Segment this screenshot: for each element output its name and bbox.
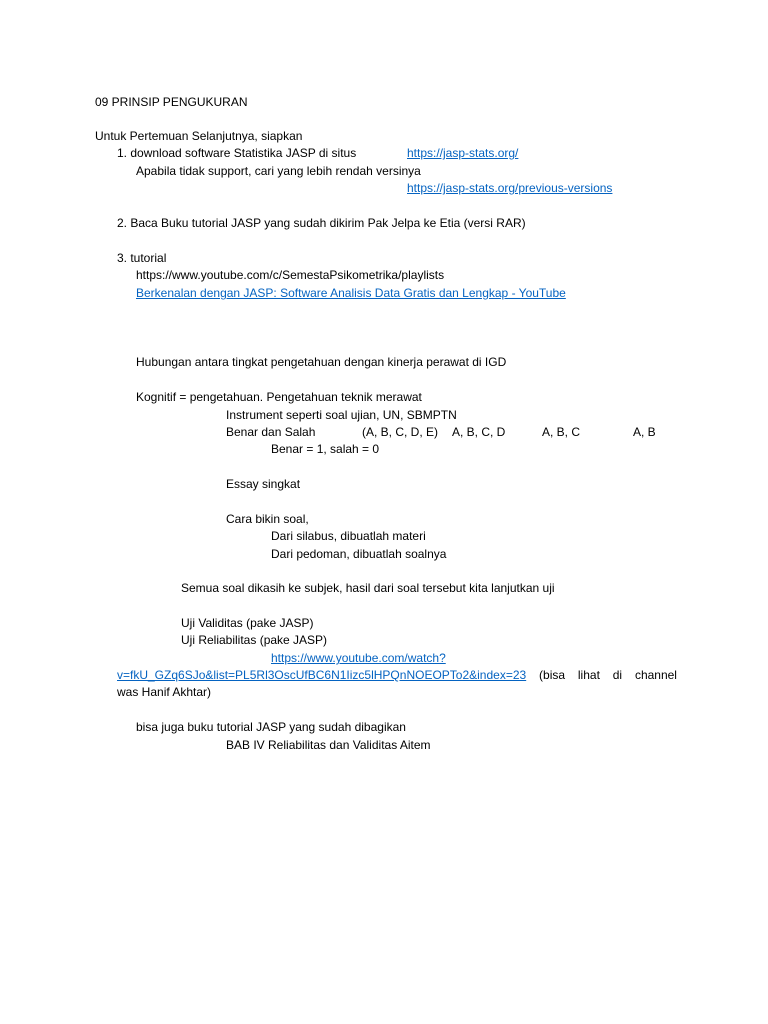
instrument-text: Instrument seperti soal ujian, UN, SBMPTN [226,408,457,422]
note-word-4: channel [634,668,677,682]
option-set-4: A, B [633,425,656,439]
channel-note-line: was Hanif Akhtar) [117,685,212,699]
jasp-previous-versions-link[interactable]: https://jasp-stats.org/previous-versions [407,181,613,195]
option-set-2: A, B, C, D [452,425,506,439]
cara-line-2: Dari pedoman, dibuatlah soalnya [271,547,447,561]
step-3-label: 3. tutorial [117,251,167,265]
step-1-text: 1. download software Statistika JASP di situs [117,146,357,160]
step-2-text: 2. Baca Buku tutorial JASP yang sudah dikirim Pak Jelpa ke Etia (versi RAR) [117,216,526,230]
note-word-3: di [612,668,623,682]
option-set-1: (A, B, C, D, E) [362,425,439,439]
youtube-watch-link-part-2[interactable]: v=fkU_GZq6SJo&list=PL5Rl3OscUfBC6N1Iizc5lHPQnNOEOPTo2&index=23 [117,668,527,682]
benar-salah-label: Benar dan Salah [226,425,316,439]
youtube-jasp-link[interactable]: Berkenalan dengan JASP: Software Analisis Data Gratis dan Lengkap - YouTube [136,286,566,300]
scoring-text: Benar = 1, salah = 0 [271,442,380,456]
cara-line-1: Dari silabus, dibuatlah materi [271,529,426,543]
youtube-watch-paragraph [117,650,677,701]
cara-label: Cara bikin soal, [226,512,309,526]
page-title: 09 PRINSIP PENGUKURAN [95,95,248,109]
essay-text: Essay singkat [226,477,301,491]
semua-soal-text: Semua soal dikasih ke subjek, hasil dari soal tersebut kita lanjutkan uji [181,581,555,595]
uji-validitas-text: Uji Validitas (pake JASP) [181,616,314,630]
bab-text: BAB IV Reliabilitas dan Validitas Aitem [226,738,431,752]
jasp-stats-link[interactable]: https://jasp-stats.org/ [407,146,519,160]
youtube-watch-link-part-1[interactable]: https://www.youtube.com/watch? [271,651,446,665]
note-word-2: lihat [577,668,600,682]
step-1-note: Apabila tidak support, cari yang lebih rendah versinya [136,164,421,178]
bisa-juga-text: bisa juga buku tutorial JASP yang sudah dibagikan [136,720,406,734]
uji-reliabilitas-text: Uji Reliabilitas (pake JASP) [181,633,328,647]
intro-text: Untuk Pertemuan Selanjutnya, siapkan [95,129,303,143]
kognitif-text: Kognitif = pengetahuan. Pengetahuan teknik merawat [136,390,422,404]
topic-text: Hubungan antara tingkat pengetahuan dengan kinerja perawat di IGD [136,355,507,369]
playlist-url-text: https://www.youtube.com/c/SemestaPsikometrika/playlists [136,268,445,282]
note-word-1: (bisa [539,668,566,682]
option-set-3: A, B, C [542,425,581,439]
